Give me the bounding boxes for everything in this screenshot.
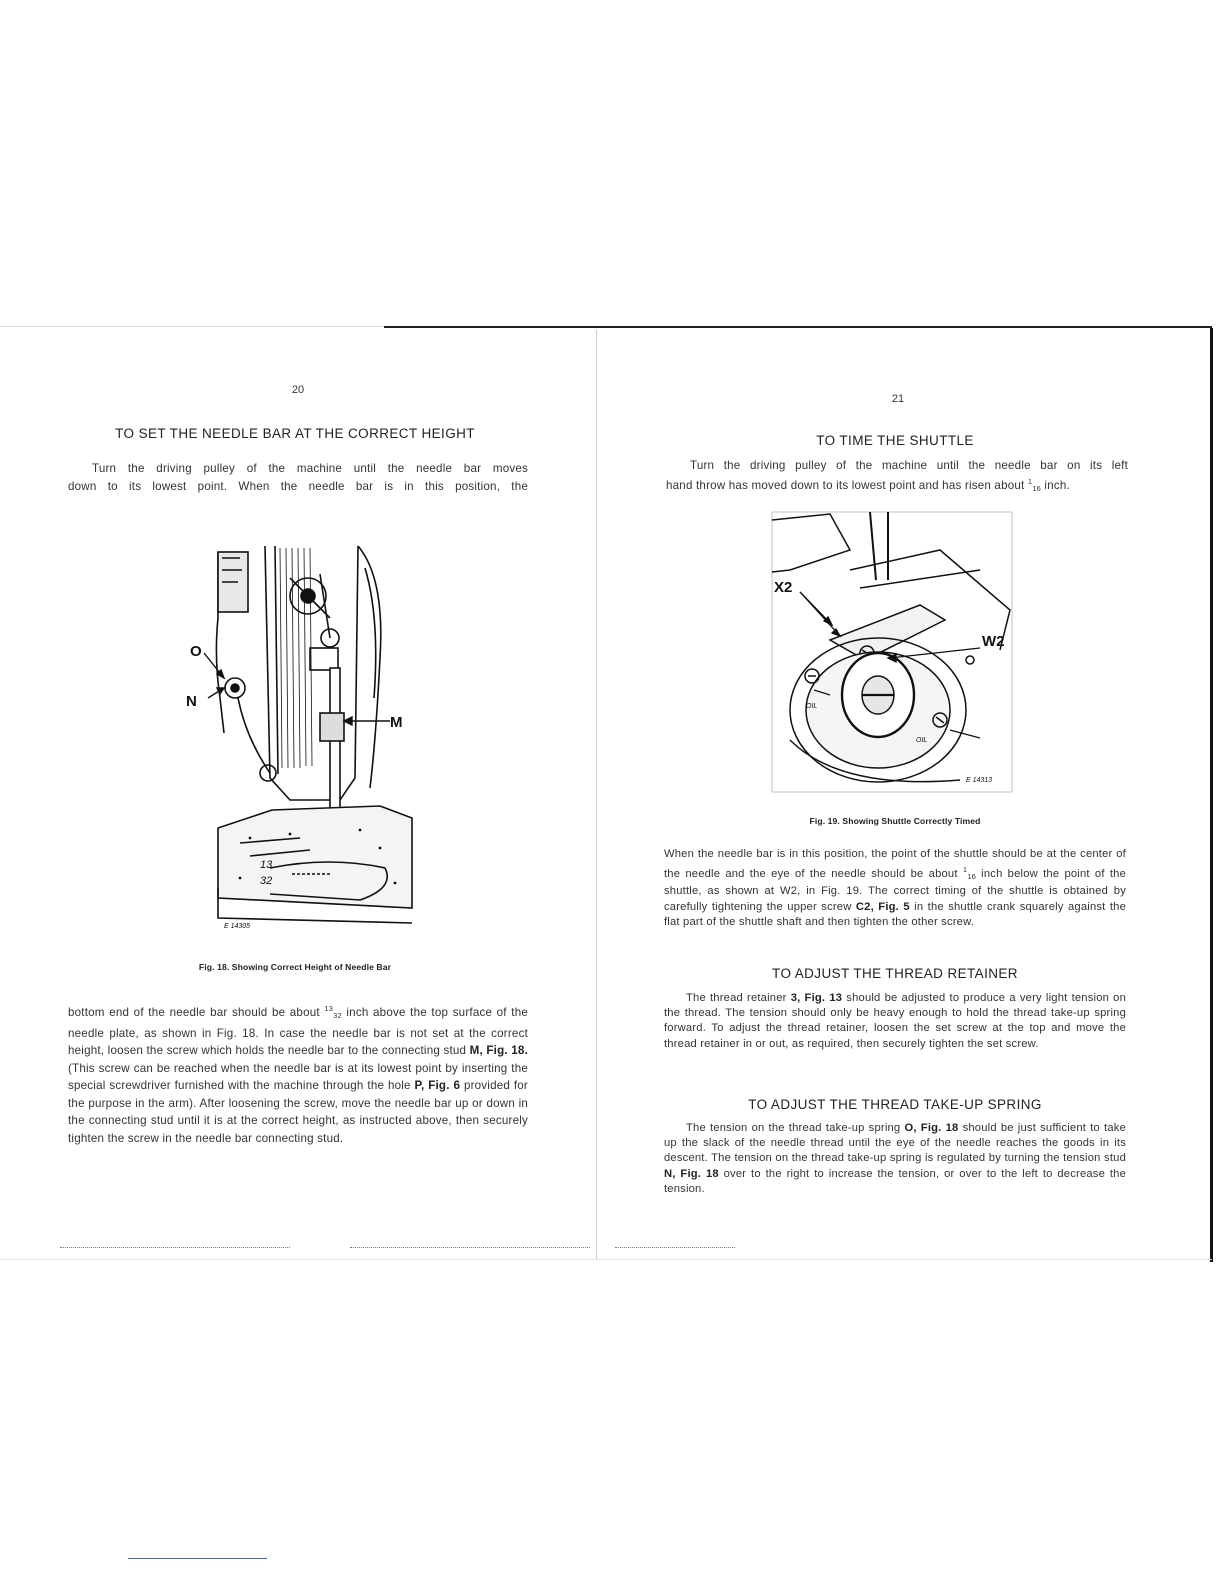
shuttle-intro-line-2: hand throw has moved down to its lowest point and has risen about (666, 479, 1025, 492)
oil-label-2: OIL (916, 737, 928, 744)
bottom-scan-marks-mid (350, 1247, 590, 1248)
take-up-spring-body (664, 1121, 1126, 1197)
page-top-rule-left (0, 326, 384, 327)
heading-time-shuttle: TO TIME THE SHUTTLE (816, 433, 974, 448)
body-ref-M: M, Fig. 18. (469, 1044, 528, 1057)
needle-bar-illustration (180, 538, 420, 938)
caption-fig-19: Fig. 19. Showing Shuttle Correctly Timed (809, 816, 981, 826)
callout-X2: X2 (774, 579, 793, 596)
takeup-text-2: should be just sufficient to take up the slack of the needle thread until the eye of the needle reaches the goods in its descent. The tension on the thread take-up spring is regulated by turning the tension stud (664, 1122, 1126, 1165)
heading-take-up-spring: TO ADJUST THE THREAD TAKE-UP SPRING (748, 1097, 1042, 1112)
body-frac-den: 32 (333, 1011, 342, 1020)
oil-label-1: OIL (806, 703, 818, 710)
bottom-scan-marks-left (60, 1247, 290, 1248)
shuttle-illustration (770, 510, 1015, 795)
takeup-ref-O: O, Fig. 18 (904, 1122, 959, 1134)
heading-thread-retainer: TO ADJUST THE THREAD RETAINER (772, 966, 1018, 981)
body-text-1: bottom end of the needle bar should be about (68, 1006, 325, 1019)
needle-bar-body (68, 1000, 528, 1147)
body-ref-P: P, Fig. 6 (414, 1079, 461, 1092)
figure-18 (180, 538, 420, 938)
shuttle-intro-line-1: Turn the driving pulley of the machine until the needle bar on its left (690, 459, 1128, 472)
plate-code-19: E 14313 (966, 777, 993, 784)
callout-O: O (190, 643, 202, 660)
shuttle-intro-frac-num: 1 (1027, 477, 1033, 486)
intro-line-2: down to its lowest point. When the needle bar is in this position, the (68, 479, 528, 493)
callout-M: M (390, 714, 403, 731)
body-text-3: (This screw can be reached when the needle bar is at its lowest point by inserting the special screwdriver furnished with the machine through the hole (68, 1061, 528, 1092)
timing-text-2: inch below the point of the shuttle, as shown at W2, in Fig. 19. The correct timing of the shuttle is obtained by carefully tightening the upper screw (664, 868, 1126, 913)
plate-code-18: E 14305 (224, 923, 251, 930)
shuttle-timing-body (664, 847, 1126, 930)
dimension-32: 32 (260, 875, 273, 887)
page-bottom-rule (0, 1259, 1212, 1260)
needle-bar-intro (68, 460, 528, 495)
book-spine (596, 330, 597, 1260)
takeup-text-1: The tension on the thread take-up spring (686, 1122, 905, 1134)
page-top-rule (384, 326, 1212, 328)
caption-fig-18: Fig. 18. Showing Correct Height of Needle Bar (198, 962, 392, 972)
takeup-text-3: over to the right to increase the tension, or over to the left to decrease the tension. (664, 1167, 1126, 1195)
dimension-13: 13 (260, 859, 273, 871)
thread-retainer-body (664, 991, 1126, 1052)
page-edge-right (1210, 328, 1213, 1262)
timing-ref-C2: C2, Fig. 5 (855, 900, 910, 913)
shuttle-intro (666, 458, 1128, 497)
retainer-text-1: The thread retainer (686, 992, 791, 1004)
retainer-ref-3: 3, Fig. 13 (790, 992, 843, 1004)
shuttle-intro-frac-den: 16 (1032, 484, 1041, 493)
timing-frac-num: 1 (962, 865, 968, 875)
page-number-left: 20 (291, 384, 305, 396)
figure-19 (770, 510, 1015, 795)
shuttle-intro-tail: inch. (1041, 479, 1070, 492)
page-number-right: 21 (891, 393, 905, 405)
timing-text-1: When the needle bar is in this position, the point of the shuttle should be at the center of the needle and the eye of the needle should be about (664, 848, 1126, 881)
timing-text-3: in the shuttle crank squarely against the flat part of the shuttle shaft and then tighten the other screw. (664, 900, 1127, 928)
body-text-4: provided for the purpose in the arm). After loosening the screw, move the needle bar up or down in the connecting stud until it is at the correct height, as instructed above, then securely tighten the screw in the needle bar connecting stud. (68, 1079, 528, 1145)
heading-needle-bar: TO SET THE NEEDLE BAR AT THE CORRECT HEIGHT (115, 426, 475, 441)
body-frac-num: 13 (324, 1004, 334, 1013)
callout-W2: W2 (982, 633, 1005, 650)
intro-line-1: Turn the driving pulley of the machine until the needle bar moves (92, 462, 528, 475)
timing-frac-den: 16 (967, 872, 976, 882)
retainer-text-2: should be adjusted to produce a very light tension on the thread. The tension should only be heavy enough to hold the thread take-up spring forward. To adjust the thread retainer, loosen the set screw at the top and move the thread retainer in or out, as required, then securely tighten the set screw. (664, 992, 1127, 1050)
takeup-ref-N: N, Fig. 18 (664, 1167, 719, 1180)
link-underline (128, 1558, 267, 1559)
body-text-2: inch above the top surface of the needle plate, as shown in Fig. 18. In case the needle bar is not set at the correct height, loosen the screw which holds the needle bar to the connecting stud (68, 1006, 528, 1057)
callout-N: N (186, 693, 197, 710)
bottom-scan-marks-right (615, 1247, 735, 1248)
